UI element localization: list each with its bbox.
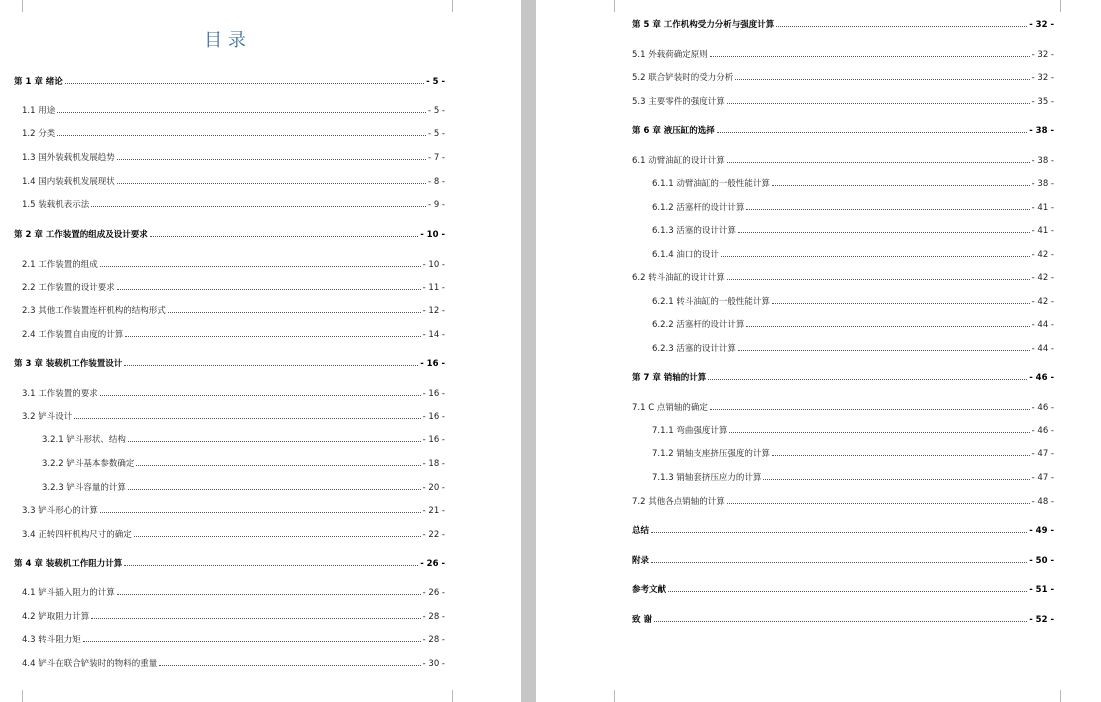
toc-entry[interactable]: [652, 343, 1054, 355]
toc-leader-dots: [776, 25, 1027, 27]
toc-entry[interactable]: [652, 319, 1054, 331]
toc-leader-dots: [727, 102, 1030, 104]
toc-page-number: - 20 -: [422, 483, 445, 493]
toc-leader-dots: [57, 134, 426, 136]
toc-page-number: - 10 -: [422, 260, 445, 270]
toc-page-number: - 9 -: [428, 200, 445, 210]
toc-entry-label: 5.1 外载荷确定原则: [632, 50, 708, 60]
toc-page-number: - 44 -: [1031, 344, 1054, 354]
toc-page-number: - 32 -: [1031, 73, 1054, 83]
toc-page-number: - 18 -: [422, 459, 445, 469]
toc-chapter-entry[interactable]: [14, 558, 445, 570]
toc-entry[interactable]: [632, 496, 1054, 508]
toc-entry[interactable]: [22, 587, 445, 599]
toc-page-number: - 46 -: [1029, 373, 1054, 383]
toc-entry-label: 1.3 国外装载机发展趋势: [22, 153, 115, 163]
toc-entry-label: 7.2 其他各点销轴的计算: [632, 497, 725, 507]
toc-page-number: - 30 -: [422, 659, 445, 669]
toc-page-number: - 42 -: [1031, 273, 1054, 283]
toc-entry[interactable]: [652, 296, 1054, 308]
toc-entry[interactable]: [652, 425, 1054, 437]
toc-entry-label: 7.1 C 点销轴的确定: [632, 403, 708, 413]
toc-page-number: - 22 -: [422, 530, 445, 540]
toc-entry[interactable]: [652, 202, 1054, 214]
toc-leader-dots: [83, 640, 421, 642]
toc-page-number: - 26 -: [420, 559, 445, 569]
margin-marker: [1060, 690, 1073, 702]
toc-chapter-entry[interactable]: [632, 125, 1054, 137]
toc-page-number: - 32 -: [1029, 20, 1054, 30]
toc-entry-label: 7.1.2 销轴支座挤压强度的计算: [652, 449, 770, 459]
toc-entry-label: 5.2 联合铲装时的受力分析: [632, 73, 734, 83]
toc-entry[interactable]: [42, 458, 445, 470]
toc-leader-dots: [150, 235, 418, 237]
toc-entry[interactable]: [22, 388, 445, 400]
toc-page-number: - 12 -: [422, 306, 445, 316]
toc-leader-dots: [654, 620, 1027, 622]
toc-leader-dots: [729, 431, 1029, 433]
toc-entry-label: 4.3 转斗阻力矩: [22, 635, 81, 645]
toc-chapter-entry[interactable]: [14, 229, 445, 241]
toc-entry-label: 6.1.2 活塞杆的设计计算: [652, 203, 745, 213]
toc-leader-dots: [168, 311, 421, 313]
toc-entry[interactable]: [42, 434, 445, 446]
toc-chapter-entry[interactable]: [632, 614, 1054, 626]
toc-leader-dots: [117, 593, 421, 595]
toc-page-number: - 21 -: [422, 506, 445, 516]
toc-leader-dots: [100, 265, 421, 267]
toc-chapter-entry[interactable]: [632, 584, 1054, 596]
toc-title: 目 录: [204, 30, 246, 51]
toc-entry[interactable]: [22, 658, 445, 670]
toc-leader-dots: [772, 184, 1030, 186]
toc-leader-dots: [710, 408, 1030, 410]
toc-entry-label: 6.2.1 转斗油缸的一般性能计算: [652, 297, 770, 307]
margin-marker: [10, 690, 23, 702]
toc-entry[interactable]: [652, 225, 1054, 237]
toc-entry-label: 2.3 其他工作装置连杆机构的结构形式: [22, 306, 166, 316]
toc-entry[interactable]: [632, 155, 1054, 167]
toc-entry[interactable]: [22, 199, 445, 211]
toc-leader-dots: [134, 535, 421, 537]
toc-page-number: - 47 -: [1031, 449, 1054, 459]
toc-page-number: - 49 -: [1029, 526, 1054, 536]
toc-page-number: - 16 -: [422, 389, 445, 399]
toc-entry[interactable]: [632, 49, 1054, 61]
toc-entry-label: 1.5 装载机表示法: [22, 200, 90, 210]
toc-page-number: - 38 -: [1029, 126, 1054, 136]
toc-leader-dots: [91, 617, 420, 619]
toc-entry[interactable]: [632, 272, 1054, 284]
toc-page-number: - 16 -: [422, 412, 445, 422]
toc-leader-dots: [100, 394, 421, 396]
toc-page-number: - 51 -: [1029, 585, 1054, 595]
toc-entry-label: 第 5 章 工作机构受力分析与强度计算: [632, 20, 775, 30]
toc-entry-label: 6.1.4 油口的设计: [652, 250, 719, 260]
toc-entry-label: 6.2.3 活塞的设计计算: [652, 344, 736, 354]
toc-page-number: - 42 -: [1031, 297, 1054, 307]
toc-entry[interactable]: [22, 529, 445, 541]
toc-leader-dots: [91, 205, 426, 207]
toc-entry-label: 致 谢: [632, 615, 652, 625]
toc-leader-dots: [651, 531, 1027, 533]
toc-page-number: - 16 -: [420, 359, 445, 369]
toc-leader-dots: [717, 131, 1027, 133]
toc-page-number: - 11 -: [422, 283, 445, 293]
toc-entry-label: 4.4 铲斗在联合铲装时的物料的重量: [22, 659, 158, 669]
toc-entry-label: 第 3 章 装载机工作装置设计: [14, 359, 123, 369]
toc-page-number: - 50 -: [1029, 556, 1054, 566]
toc-leader-dots: [710, 55, 1030, 57]
toc-page-number: - 47 -: [1031, 473, 1054, 483]
toc-entry-label: 4.2 铲取阻力计算: [22, 612, 90, 622]
toc-entry[interactable]: [652, 448, 1054, 460]
toc-entry-label: 3.2.2 铲斗基本参数确定: [42, 459, 135, 469]
toc-leader-dots: [128, 488, 421, 490]
toc-page-number: - 46 -: [1031, 426, 1054, 436]
toc-leader-dots: [117, 158, 426, 160]
toc-page-number: - 42 -: [1031, 250, 1054, 260]
toc-entry-label: 1.2 分类: [22, 129, 56, 139]
document-page-right: [536, 0, 1101, 702]
toc-leader-dots: [668, 590, 1027, 592]
toc-chapter-entry[interactable]: [14, 358, 445, 370]
toc-page-number: - 52 -: [1029, 615, 1054, 625]
toc-entry-label: 附录: [632, 556, 650, 566]
toc-entry[interactable]: [22, 611, 445, 623]
toc-page-number: - 35 -: [1031, 97, 1054, 107]
toc-entry-label: 1.4 国内装载机发展现状: [22, 177, 115, 187]
toc-leader-dots: [763, 478, 1029, 480]
toc-page-number: - 32 -: [1031, 50, 1054, 60]
toc-leader-dots: [738, 231, 1030, 233]
toc-page-number: - 44 -: [1031, 320, 1054, 330]
toc-leader-dots: [128, 440, 421, 442]
toc-chapter-entry[interactable]: [632, 19, 1054, 31]
toc-entry[interactable]: [22, 105, 445, 117]
toc-page-number: - 41 -: [1031, 226, 1054, 236]
toc-entry-label: 参考文献: [632, 585, 667, 595]
toc-entry[interactable]: [632, 72, 1054, 84]
toc-leader-dots: [772, 454, 1030, 456]
toc-page-number: - 5 -: [426, 77, 445, 87]
toc-page-number: - 46 -: [1031, 403, 1054, 413]
margin-marker: [452, 690, 465, 702]
toc-page-number: - 8 -: [428, 177, 445, 187]
toc-page-number: - 38 -: [1031, 156, 1054, 166]
toc-entry-label: 总结: [632, 526, 650, 536]
toc-entry-label: 3.2.1 铲斗形状、结构: [42, 435, 126, 445]
toc-page-number: - 28 -: [422, 635, 445, 645]
toc-entry-label: 第 6 章 液压缸的选择: [632, 126, 715, 136]
toc-leader-dots: [721, 255, 1030, 257]
toc-entry-label: 3.2 铲斗设计: [22, 412, 73, 422]
toc-entry-label: 3.2.3 铲斗容量的计算: [42, 483, 126, 493]
toc-leader-dots: [124, 364, 418, 366]
toc-entry[interactable]: [632, 96, 1054, 108]
toc-entry-label: 6.2 转斗油缸的设计计算: [632, 273, 725, 283]
toc-leader-dots: [117, 182, 426, 184]
margin-marker: [1060, 0, 1073, 12]
toc-entry[interactable]: [652, 178, 1054, 190]
toc-entry[interactable]: [22, 411, 445, 423]
toc-page-number: - 5 -: [428, 106, 445, 116]
toc-entry[interactable]: [22, 152, 445, 164]
toc-chapter-entry[interactable]: [632, 555, 1054, 567]
toc-entry-label: 第 4 章 装载机工作阻力计算: [14, 559, 123, 569]
toc-entry-label: 4.1 铲斗插入阻力的计算: [22, 588, 115, 598]
toc-entry-label: 2.2 工作装置的设计要求: [22, 283, 115, 293]
toc-leader-dots: [57, 111, 426, 113]
toc-entry[interactable]: [22, 282, 445, 294]
toc-entry[interactable]: [632, 402, 1054, 414]
toc-chapter-entry[interactable]: [632, 525, 1054, 537]
toc-page-number: - 10 -: [420, 230, 445, 240]
toc-leader-dots: [727, 502, 1030, 504]
toc-entry[interactable]: [22, 634, 445, 646]
toc-leader-dots: [727, 161, 1030, 163]
toc-entry-label: 7.1.1 弯曲强度计算: [652, 426, 728, 436]
toc-entry-label: 3.1 工作装置的要求: [22, 389, 98, 399]
toc-chapter-entry[interactable]: [14, 76, 445, 88]
toc-chapter-entry[interactable]: [632, 372, 1054, 384]
toc-page-number: - 26 -: [422, 588, 445, 598]
toc-leader-dots: [65, 82, 424, 84]
toc-page-number: - 48 -: [1031, 497, 1054, 507]
margin-marker: [602, 690, 615, 702]
toc-leader-dots: [74, 417, 420, 419]
document-page-left: [0, 0, 521, 702]
page-gutter: [521, 0, 536, 702]
toc-entry-label: 6.1.3 活塞的设计计算: [652, 226, 736, 236]
toc-page-number: - 38 -: [1031, 179, 1054, 189]
toc-entry-label: 第 1 章 绪论: [14, 77, 63, 87]
margin-marker: [602, 0, 615, 12]
toc-entry-label: 第 7 章 销轴的计算: [632, 373, 707, 383]
toc-entry-label: 3.3 铲斗形心的计算: [22, 506, 98, 516]
toc-leader-dots: [136, 464, 420, 466]
toc-leader-dots: [159, 664, 420, 666]
toc-page-number: - 41 -: [1031, 203, 1054, 213]
toc-leader-dots: [746, 208, 1029, 210]
toc-leader-dots: [117, 288, 421, 290]
toc-leader-dots: [735, 78, 1029, 80]
toc-entry[interactable]: [652, 249, 1054, 261]
toc-leader-dots: [708, 378, 1027, 380]
toc-page-number: - 28 -: [422, 612, 445, 622]
toc-leader-dots: [125, 335, 420, 337]
toc-entry-label: 6.1 动臂油缸的设计计算: [632, 156, 725, 166]
toc-page-number: - 7 -: [428, 153, 445, 163]
toc-leader-dots: [651, 561, 1027, 563]
toc-leader-dots: [746, 325, 1029, 327]
toc-leader-dots: [738, 349, 1030, 351]
toc-entry-label: 5.3 主要零件的强度计算: [632, 97, 725, 107]
toc-entry-label: 1.1 用途: [22, 106, 56, 116]
toc-entry-label: 2.4 工作装置自由度的计算: [22, 330, 124, 340]
toc-entry-label: 2.1 工作装置的组成: [22, 260, 98, 270]
toc-entry-label: 3.4 正转四杆机构尺寸的确定: [22, 530, 132, 540]
toc-entry-label: 6.1.1 动臂油缸的一般性能计算: [652, 179, 770, 189]
toc-leader-dots: [772, 302, 1030, 304]
margin-marker: [10, 0, 23, 12]
toc-entry[interactable]: [22, 259, 445, 271]
toc-entry[interactable]: [42, 482, 445, 494]
toc-page-number: - 5 -: [428, 129, 445, 139]
toc-entry-label: 6.2.2 活塞杆的设计计算: [652, 320, 745, 330]
toc-entry[interactable]: [22, 128, 445, 140]
toc-entry[interactable]: [22, 329, 445, 341]
toc-leader-dots: [124, 564, 418, 566]
toc-entry[interactable]: [22, 305, 445, 317]
toc-leader-dots: [727, 278, 1030, 280]
toc-entry-label: 第 2 章 工作装置的组成及设计要求: [14, 230, 148, 240]
toc-entry[interactable]: [22, 176, 445, 188]
toc-page-number: - 14 -: [422, 330, 445, 340]
toc-entry[interactable]: [22, 505, 445, 517]
margin-marker: [452, 0, 465, 12]
toc-page-number: - 16 -: [422, 435, 445, 445]
toc-leader-dots: [100, 511, 421, 513]
toc-entry[interactable]: [652, 472, 1054, 484]
toc-entry-label: 7.1.3 销轴套挤压应力的计算: [652, 473, 762, 483]
